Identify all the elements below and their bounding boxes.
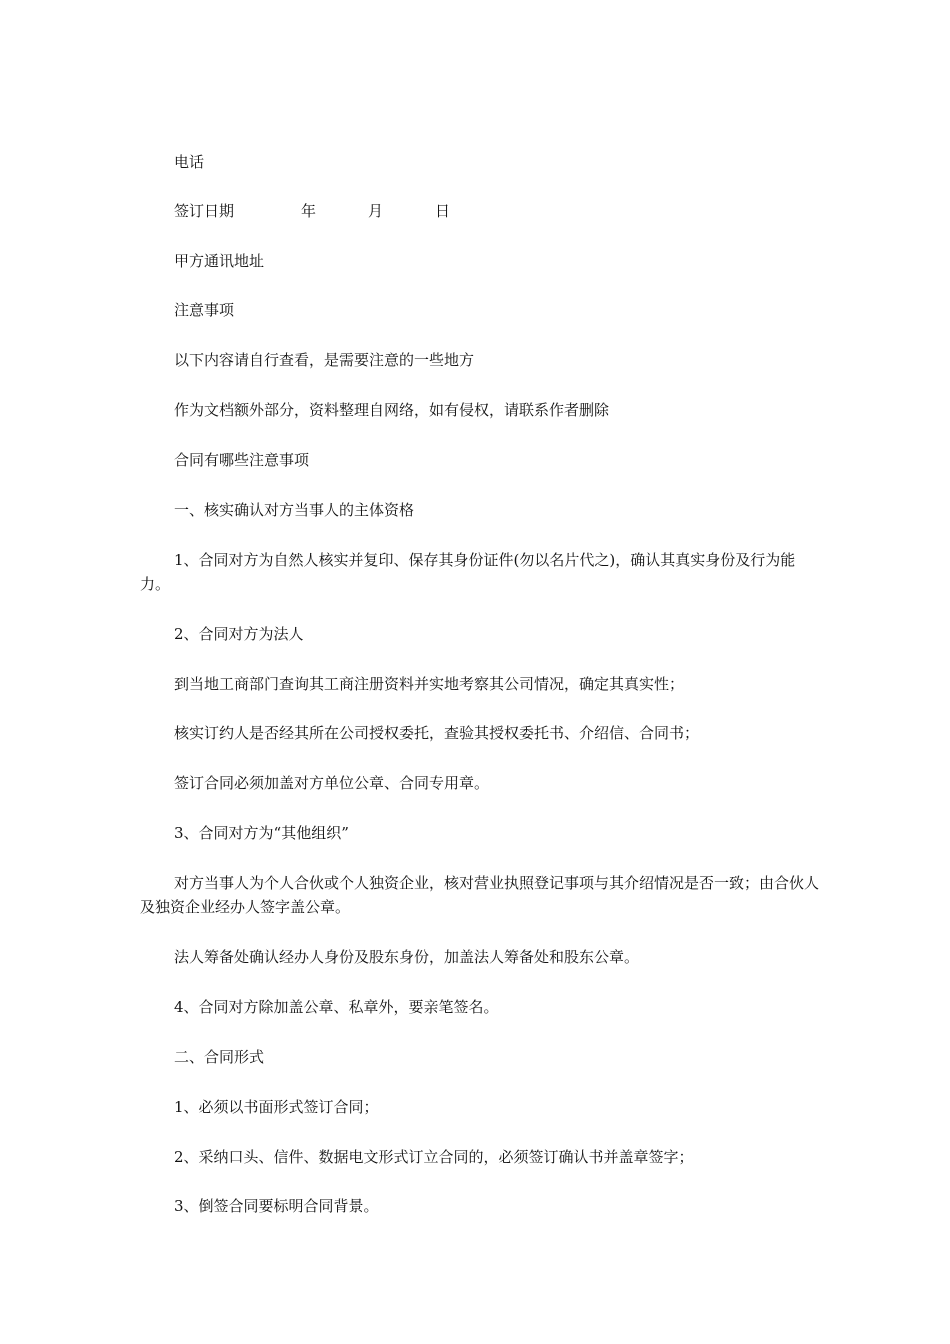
paragraph-3: 合同有哪些注意事项 [174, 451, 310, 469]
paragraph-1: 以下内容请自行查看，是需要注意的一些地方 [174, 351, 475, 369]
section-1-item-2-c: 签订合同必须加盖对方单位公章、合同专用章。 [174, 774, 490, 792]
section-2-item-1: 1、必须以书面形式签订合同； [174, 1098, 379, 1116]
paragraph-2: 作为文档额外部分，资料整理自网络，如有侵权，请联系作者删除 [174, 401, 610, 419]
section-1-item-4: 4、合同对方除加盖公章、私章外，要亲笔签名。 [174, 998, 499, 1016]
sign-date-line [140, 199, 820, 223]
party-a-address: 甲方通讯地址 [174, 252, 265, 270]
section-2-item-3: 3、倒签合同要标明合同背景。 [174, 1197, 379, 1215]
month-label: 月 [368, 202, 384, 220]
section-1-item-2-a: 到当地工商部门查询其工商注册资料并实地考察其公司情况，确定其真实性； [174, 675, 685, 693]
section-1-item-2: 2、合同对方为法人 [174, 625, 304, 643]
sign-date-label: 签订日期 [174, 202, 235, 220]
section-1-item-3: 3、合同对方为“其他组织” [174, 824, 349, 842]
section-2-item-2: 2、采纳口头、信件、数据电文形式订立合同的，必须签订确认书并盖章签字； [174, 1148, 694, 1166]
phone-line [140, 150, 820, 174]
section-1-item-2-b: 核实订约人是否经其所在公司授权委托，查验其授权委托书、介绍信、合同书； [174, 724, 700, 742]
section-1-item-3-a: 对方当事人为个人合伙或个人独资企业，核对营业执照登记事项与其介绍情况是否一致；由合伙人及独资企业经办人签字盖公章。 [140, 874, 820, 916]
phone-label: 电话 [174, 153, 205, 171]
notes-title: 注意事项 [174, 301, 235, 319]
section-1-title: 一、核实确认对方当事人的主体资格 [174, 501, 415, 519]
day-label: 日 [435, 202, 451, 220]
section-1-item-3-b: 法人筹备处确认经办人身份及股东身份，加盖法人筹备处和股东公章。 [174, 948, 640, 966]
section-1-item-1: 1、合同对方为自然人核实并复印、保存其身份证件(勿以名片代之)，确认其真实身份及行为能力。 [140, 551, 796, 593]
section-2-title: 二、合同形式 [174, 1048, 265, 1066]
year-label: 年 [301, 202, 317, 220]
